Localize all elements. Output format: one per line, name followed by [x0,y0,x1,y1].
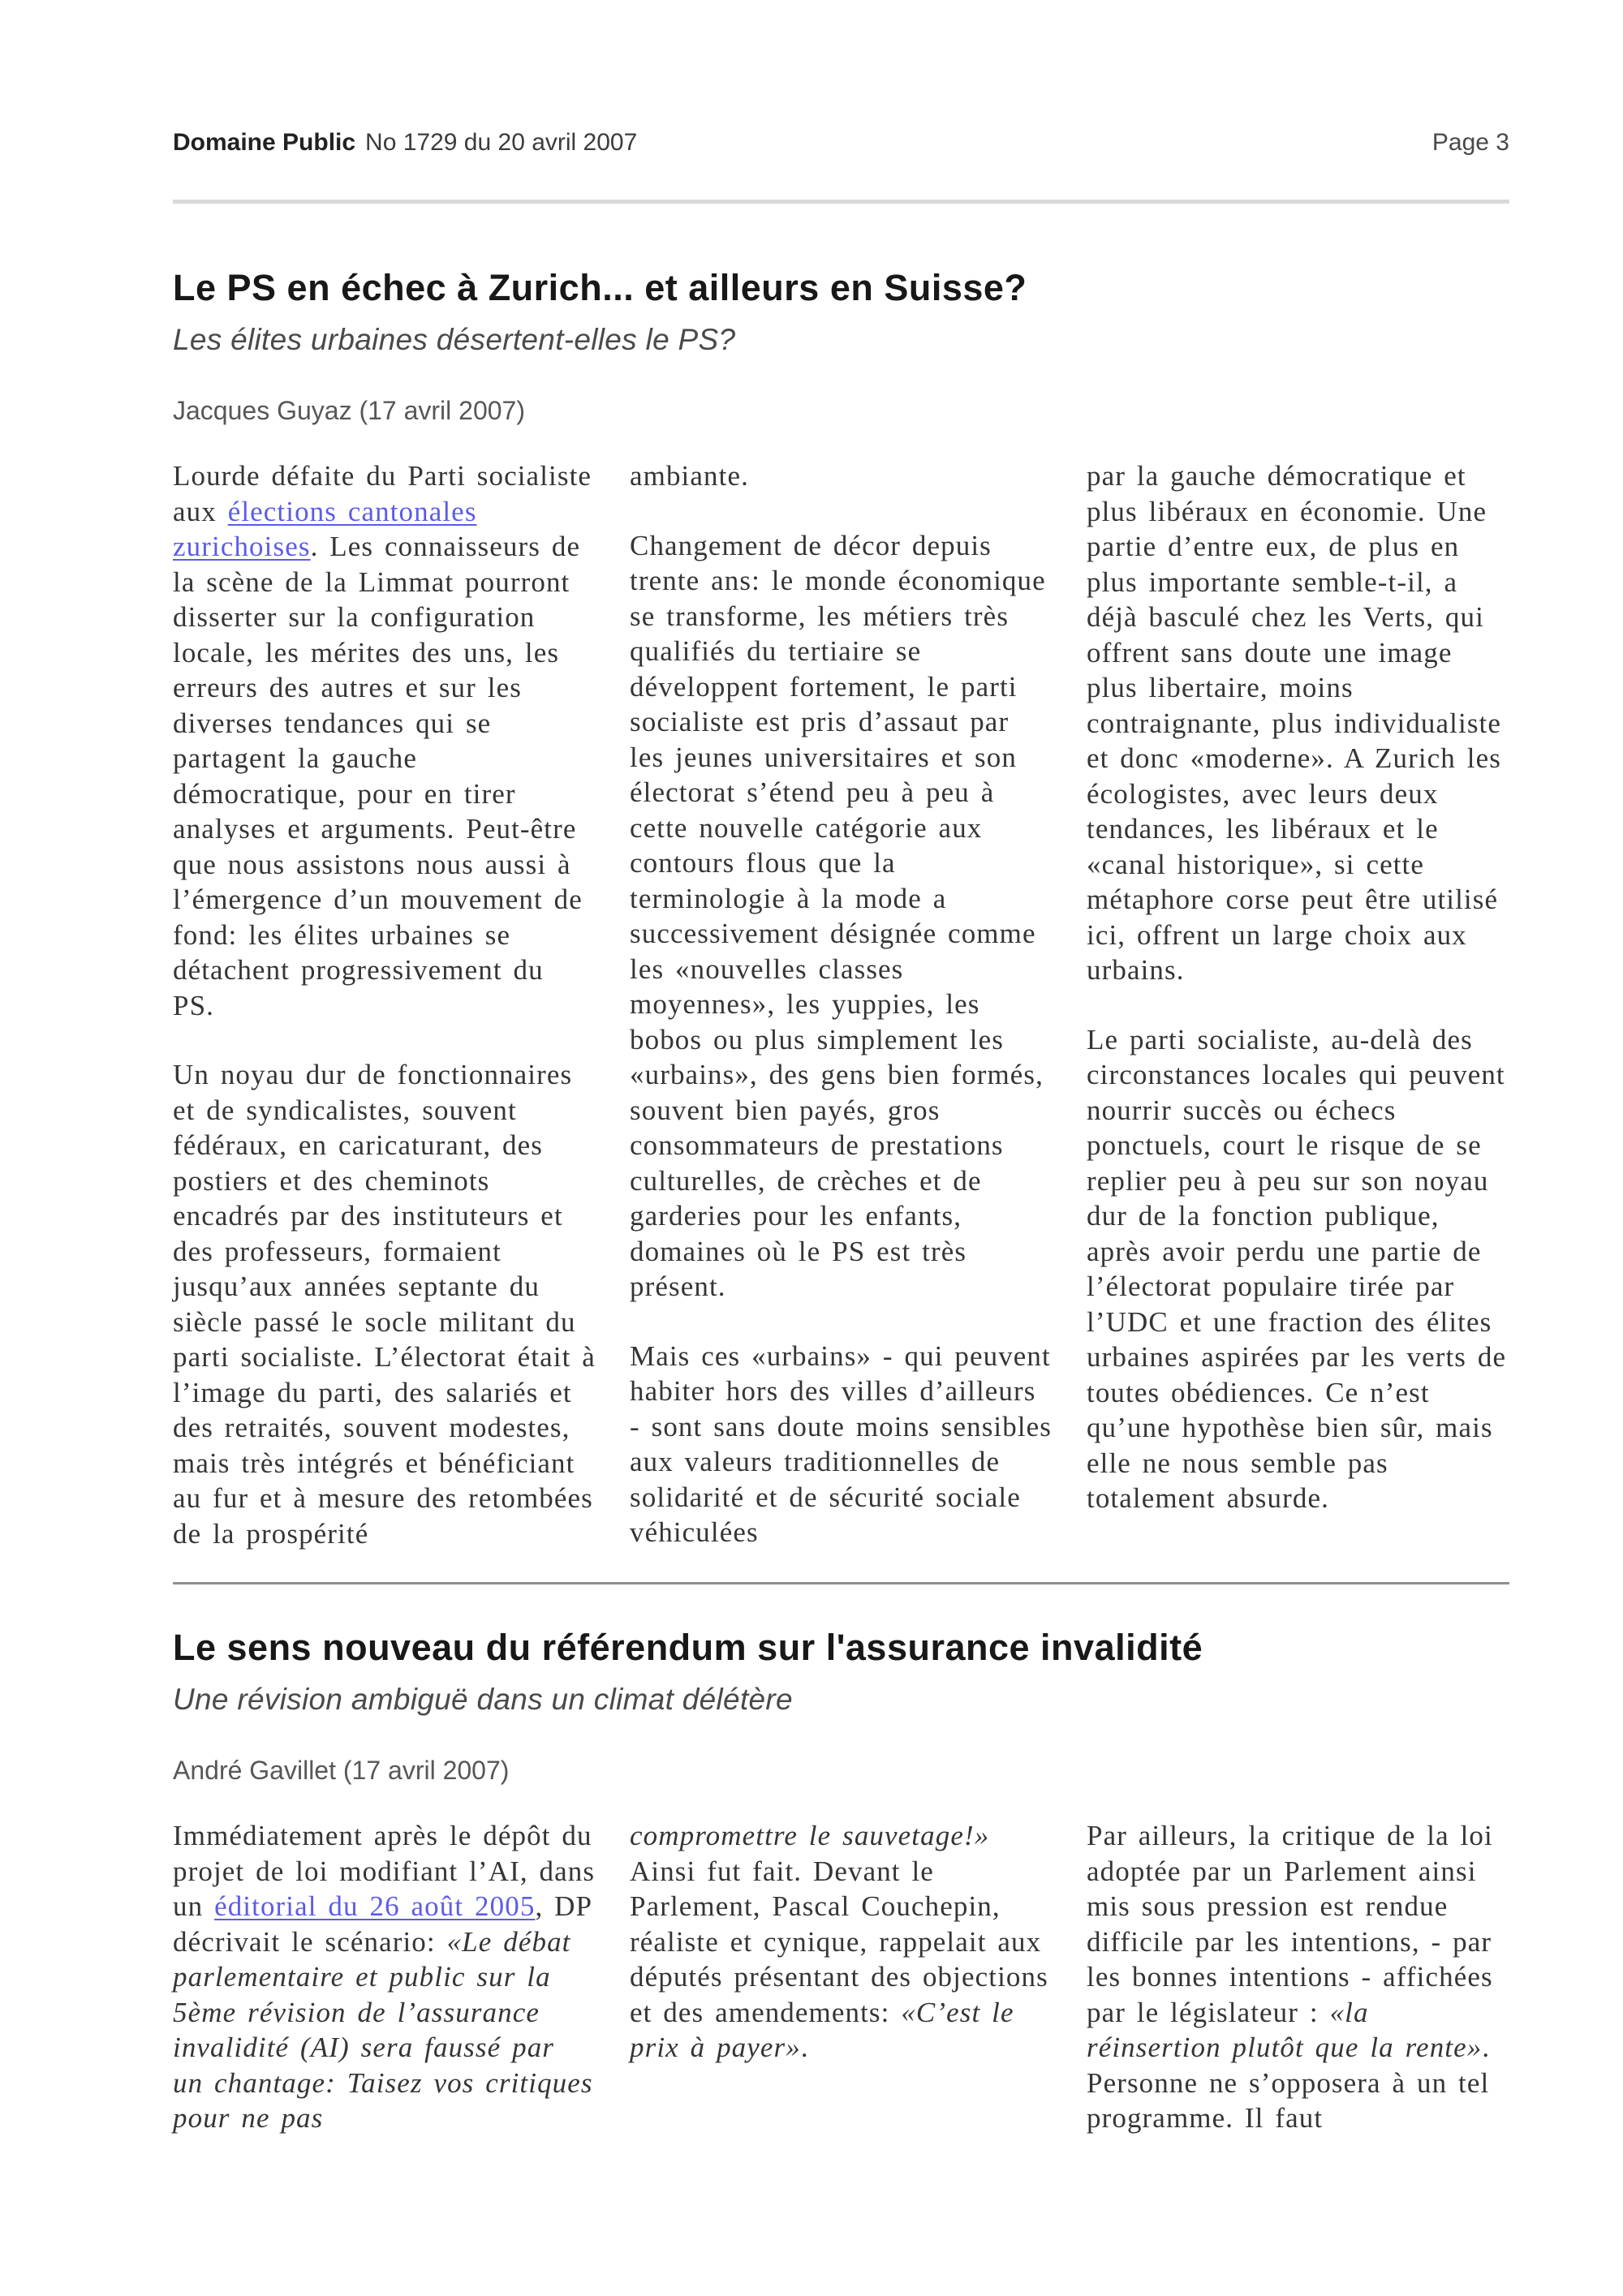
paragraph [173,1818,596,2136]
issue-info: No 1729 du 20 avril 2007 [365,129,638,156]
article-2-title: Le sens nouveau du référendum sur l'assurance invalidité [173,1627,1203,1669]
text-run: Changement de décor depuis trente ans: le monde économique se transforme, les métiers très qualifiés du tertiaire se développent fortement, le parti socialiste est pris d’assaut par les jeunes universitaires et son électorat s’étend peu à peu à cette nouvelle catégorie aux contours flous que la terminologie à la mode a successivement désignée comme les «nouvelles classes moyennes», les yuppies, les bobos ou plus simplement les «urbains», des gens bien formés, souvent bien payés, gros consommateurs de prestations culturelles, de crèches et de garderies pour les enfants, domaines où le PS est très présent. [630,529,1046,1303]
publication-name: Domaine Public [173,129,356,156]
text-run: . Personne ne s’opposera à un tel programme. Il faut [1087,2032,1491,2135]
text-run: . [800,2032,809,2064]
paragraph [173,458,596,1023]
paragraph [630,1818,1053,2066]
text-run: Un noyau dur de fonctionnaires et de syndicalistes, souvent fédéraux, en caricaturant, des postiers et des cheminots encadrés par des instituteurs et des professeurs, formaient jusqu’aux années septante du siècle passé le socle militant du parti socialiste. L’électorat était à l’image du parti, des salariés et des retraités, souvent modestes, mais très intégrés et bénéficiant au fur et à mesure des retombées de la prospérité [173,1059,596,1550]
text-run: Le parti socialiste, au-delà des circonstances locales qui peuvent nourrir succès ou échecs ponctuels, court le risque de se replier peu à peu sur son noyau dur de la fonction publique, après avoir perdu une partie de l’électorat populaire tirée par l’UDC et une fraction des élites urbaines aspirées par les verts de toutes obédiences. Ce n’est qu’une hypothèse bien sûr, mais elle ne nous semble pas totalement absurde. [1087,1023,1507,1515]
text-run: Ainsi fut fait. Devant le Parlement, Pascal Couchepin, réaliste et cynique, rappelait aux députés présentant des objections et des amendements: [630,1855,1048,2028]
text-run: Par ailleurs, la critique de la loi adoptée par un Parlement ainsi mis sous pression est rendue difficile par les intentions, - par les bonnes intentions - affichées par le législateur : [1087,1820,1493,2028]
text-run: par la gauche démocratique et plus libéraux en économie. Une partie d’entre eux, de plus en plus importante semble-t-il, a déjà basculé chez les Verts, qui offrent sans doute une image plus libertaire, moins contraignante, plus individualiste et donc «moderne». A Zurich les écologistes, avec leurs deux tendances, les libéraux et le «canal historique», si cette métaphore corse peut être utilisé ici, offrent un large choix aux urbains. [1087,460,1501,987]
text-run: Mais ces «urbains» - qui peuvent habiter hors des villes d’ailleurs - sont sans doute moins sensibles aux valeurs traditionnelles de solidarité et de sécurité sociale véhiculées [630,1339,1053,1549]
article-1-column-1 [173,458,596,1551]
article-1-column-2 [630,458,1053,1551]
article-2 [173,1627,1509,2136]
text-run: Lourde défaite du Parti socialiste aux [173,460,592,527]
paragraph [173,1057,596,1551]
masthead [173,128,1509,157]
article-2-column-3 [1087,1818,1509,2136]
paragraph [1087,1022,1509,1516]
paragraph [630,528,1053,1305]
text-run: ambiante. [630,460,749,492]
article-2-subtitle: Une révision ambiguë dans un climat délétère [173,1682,793,1716]
quote-run: «C’est le prix à payer» [630,1996,1014,2064]
header-divider [173,200,1509,204]
paragraph [630,1339,1053,1550]
quote-run: compromettre le sauvetage!» [630,1820,990,1852]
paragraph [630,458,1053,494]
article-2-byline: André Gavillet (17 avril 2007) [173,1756,510,1786]
article-1-columns [173,458,1509,1551]
link-elections-cantonales-zurichoises[interactable]: élections cantonales zurichoises [173,495,477,563]
text-run: , DP décrivait le scénario: [173,1890,592,1958]
masthead-left [173,128,637,157]
article-1-subtitle: Les élites urbaines désertent-elles le PS? [173,322,736,356]
paragraph [1087,1818,1509,2136]
quote-run: «Le débat parlementaire et public sur la 5ème révision de l’assurance invalidité (AI) sera faussé par un chantage: Taisez vos critiques pour ne pas [173,1925,593,2135]
article-1-title: Le PS en échec à Zurich... et ailleurs en Suisse? [173,267,1027,308]
article-2-columns [173,1818,1509,2136]
paragraph [1087,458,1509,988]
article-1-column-3 [1087,458,1509,1551]
article-1 [173,267,1509,1551]
quote-run: «la réinsertion plutôt que la rente» [1087,1996,1483,2064]
link-editorial-26-aout-2005[interactable]: éditorial du 26 août 2005 [214,1890,536,1923]
text-run: . Les connaisseurs de la scène de la Limmat pourront disserter sur la configuration locale, les mérites des uns, les erreurs des autres et sur les diverses tendances qui se partagent la gauche démocratique, pour en tirer analyses et arguments. Peut-être que nous assistons nous aussi à l’émergence d’un mouvement de fond: les élites urbaines se détachent progressivement du PS. [173,531,583,1021]
article-1-byline: Jacques Guyaz (17 avril 2007) [173,396,525,426]
article-2-column-2 [630,1818,1053,2136]
article-2-column-1 [173,1818,596,2136]
article-divider [173,1582,1509,1584]
page-number: Page 3 [1431,129,1509,156]
text-run: Immédiatement après le dépôt du projet de loi modifiant l’AI, dans un [173,1820,596,1923]
